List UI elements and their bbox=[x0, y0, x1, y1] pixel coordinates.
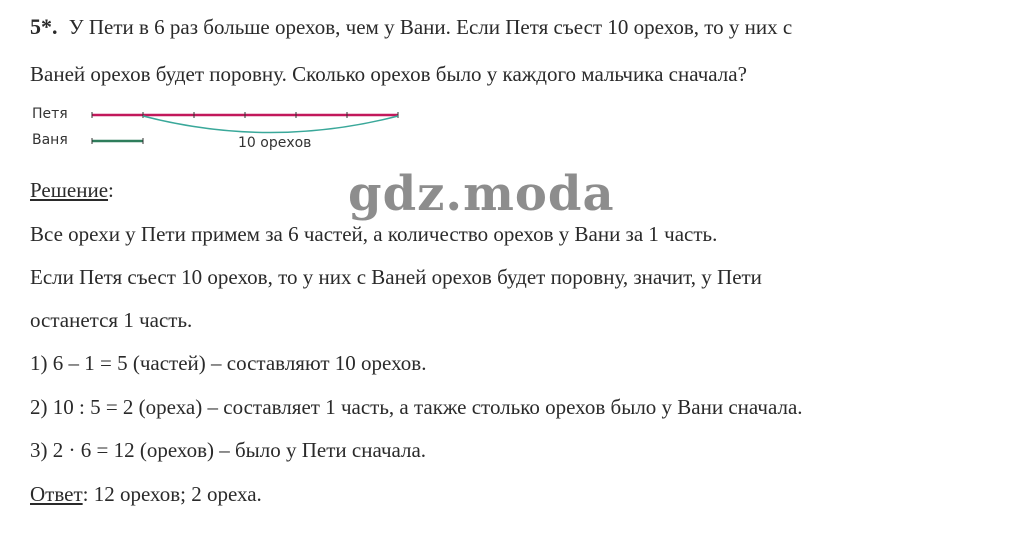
solution-step-3: 3) 2 · 6 = 12 (орехов) – было у Пети сначала. bbox=[30, 438, 427, 462]
diagram-svg bbox=[30, 104, 410, 154]
solution-heading-line bbox=[30, 180, 114, 201]
vanya-segment bbox=[92, 138, 143, 144]
problem-text-1: У Пети в 6 раз больше орехов, чем у Вани. Если Петя съест 10 орехов, то у них с bbox=[68, 15, 793, 39]
watermark: gdz.moda bbox=[348, 166, 615, 222]
solution-step-2: 2) 10 : 5 = 2 (ореха) – составляет 1 часть, а также столько орехов было у Вани сначала. bbox=[30, 395, 803, 419]
diagram-label-vanya: Ваня bbox=[32, 132, 68, 148]
task-number: 5*. bbox=[30, 14, 58, 39]
solution-line-1: Все орехи у Пети примем за 6 частей, а количество орехов у Вани за 1 часть. bbox=[30, 222, 718, 246]
solution-step-1: 1) 6 – 1 = 5 (частей) – составляют 10 орехов. bbox=[30, 351, 427, 375]
brace-label: 10 орехов bbox=[238, 135, 312, 151]
petya-segment bbox=[92, 112, 398, 118]
brace-arc bbox=[143, 116, 398, 133]
segment-diagram bbox=[30, 104, 410, 154]
solution-heading: Решение bbox=[30, 178, 109, 202]
problem-statement-line-1 bbox=[30, 16, 792, 38]
solution-heading-colon: : bbox=[108, 178, 114, 202]
diagram-label-petya: Петя bbox=[32, 106, 68, 122]
solution-line-3: останется 1 часть. bbox=[30, 308, 193, 332]
answer-text: : 12 орехов; 2 ореха. bbox=[82, 482, 262, 506]
problem-statement-line-2: Ваней орехов будет поровну. Сколько орехов было у каждого мальчика сначала? bbox=[30, 62, 747, 86]
answer-line bbox=[30, 484, 262, 505]
answer-label: Ответ bbox=[30, 482, 83, 506]
solution-line-2: Если Петя съест 10 орехов, то у них с Ваней орехов будет поровну, значит, у Пети bbox=[30, 265, 762, 289]
